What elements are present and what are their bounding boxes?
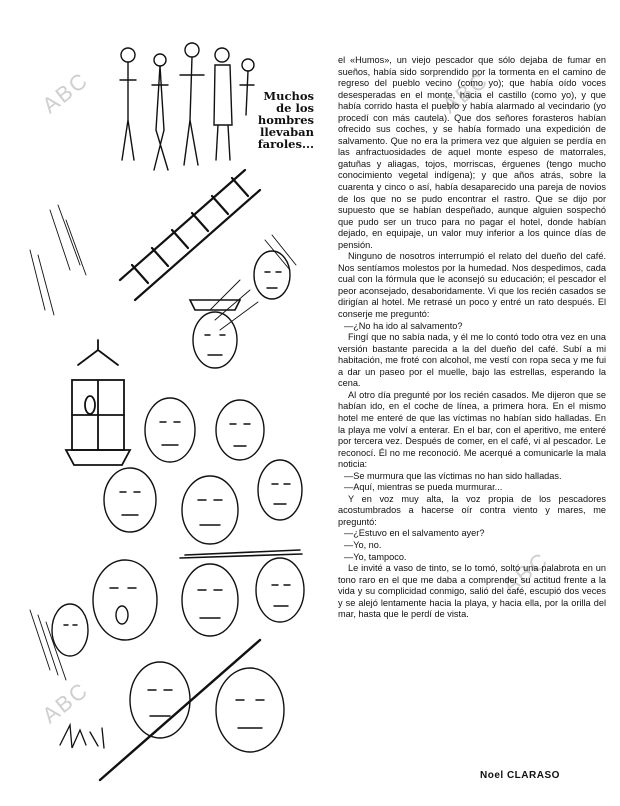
lantern	[66, 340, 130, 465]
paragraph: el «Humos», un viejo pescador que sólo dejaba de fumar en sueños, había sido sorprendido por la tormenta en el camino de regreso del pueblo vecino (como yo); que había oído voces desesperadas en el monte, hacia el castillo (como yo), y que había corrido hasta el pueblo y había alarmado al vecindario (yo procedí con más cautela). Que dos señores forasteros habían ofrecido sus coches, y se había formado una expedición de salvamento. Que no era la primera vez que alguien se perdía en las anfractuosidades de aquel monte espeso de matorrales, gatuñas y aliagas, tojos, morriscas, érguenes (tengo mucho conocimiento vegetal indígena); y que años atrás, sobre la cuarenta y cinco o así, había desaparecido una pareja de novios de los que no se pudo encontrar el rastro. Que se dijo por supuesto que se habían despeñado, aunque alguien sospechó que pudo ser un truco para no pagar el hotel, donde habían dejado, en equipaje, un valor muy inferior a los quince días de pensión.	[338, 55, 606, 250]
article-body	[338, 55, 606, 621]
paragraph: Le invité a vaso de tinto, se lo tomó, soltó una palabrota en un tono raro en el que me daba a comprender su actitud frente a la vida y su complicidad conmigo, salió del café, escupió dos veces y se alejó lentamente hacia la playa, y hacia ella, por la orilla del mar, hasta que le perdí de vista.	[338, 563, 606, 620]
dialogue-line: —Aquí, mientras se pueda murmurar...	[344, 482, 503, 493]
caption-line: faroles...	[257, 137, 314, 151]
dialogue-line: —Yo, tampoco.	[344, 551, 407, 562]
watermark: ABC	[37, 66, 94, 119]
illustration-caption	[224, 90, 314, 150]
watermark: ABC	[37, 676, 94, 729]
crowd-faces	[52, 251, 304, 752]
paragraph: Y en voz muy alta, la voz propia de los pescadores acostumbrados a hacerse oír contra viento y mares, me preguntó:	[338, 493, 606, 527]
paragraph: Fingí que no sabía nada, y él me lo contó todo otra vez en una versión bastante parecida a la del dueño del café. Subí a mi habitación, me froté con alcohol, me vestí con ropa seca y me fui a dar un paseo por el muelle, bajo las estrellas, esperando la cena.	[338, 332, 606, 389]
watermark: ABC	[437, 66, 494, 119]
dialogue-line: —¿No ha ido al salvamento?	[344, 320, 463, 331]
watermark: ABC	[497, 546, 554, 599]
dialogue-line: —¿Estuvo en el salvamento ayer?	[344, 528, 485, 539]
dialogue-line: —Se murmura que las víctimas no han sido halladas.	[344, 470, 562, 481]
author-byline: Noel CLARASO	[480, 770, 560, 781]
paragraph: Ninguno de nosotros interrumpió el relato del dueño del café. Nos sentíamos molestos por la humedad. Nos despedimos, cada cual con la fórmula que le aconsejó su educación; el pescador el peor aconsejado, desaboridamente. Vi que los recién casados se dirigían al hotel. Me retrasé un poco y entré un rato después. El conserje me preguntó:	[338, 251, 606, 320]
caption-line: de los hombres	[257, 101, 314, 127]
caption-line: llevaban	[259, 125, 314, 139]
paragraph: Al otro día pregunté por los recién casados. Me dijeron que se habían ido, en el coche de línea, a primera hora. En el mismo hotel me enteré de que las víctimas no habían sido halladas. En la playa me volví a enterar. En el bar, con el aperitivo, me enteré por tercera vez. Después de comer, en el café, vi al pescador. Le reconocí. Él no me reconoció. Me acerqué a comunicarle la mala noticia:	[338, 389, 606, 470]
artist-signature	[60, 725, 104, 748]
caption-line: Muchos	[263, 89, 314, 103]
dialogue-line: —Yo, no.	[344, 539, 382, 550]
